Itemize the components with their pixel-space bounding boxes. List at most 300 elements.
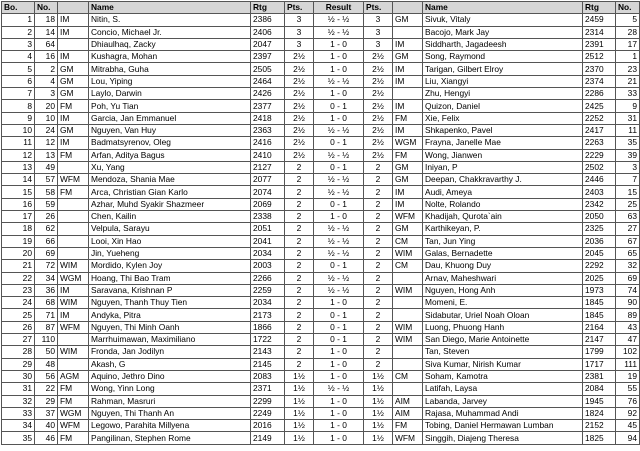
cell-black-name: Frayna, Janelle Mae <box>423 137 583 149</box>
cell-result: ½ - ½ <box>314 223 364 235</box>
cell-black-number: 33 <box>616 88 640 100</box>
cell-result: 1 - 0 <box>314 112 364 124</box>
cell-white-points: 2 <box>285 284 314 296</box>
cell-white-title: FM <box>58 395 89 407</box>
cell-white-title <box>58 358 89 370</box>
cell-black-number: 102 <box>616 346 640 358</box>
header-white-rating: Rtg <box>251 2 285 14</box>
cell-white-points: 2½ <box>285 100 314 112</box>
cell-board: 2 <box>2 26 35 38</box>
cell-black-title: WIM <box>393 247 423 259</box>
cell-white-name: Dhiaulhaq, Zacky <box>89 38 251 50</box>
cell-black-rating: 2391 <box>583 38 616 50</box>
cell-black-number: 45 <box>616 420 640 432</box>
cell-white-points: 2½ <box>285 51 314 63</box>
cell-black-points: 2 <box>364 346 393 358</box>
cell-board: 9 <box>2 112 35 124</box>
cell-black-rating: 2502 <box>583 161 616 173</box>
cell-black-points: 2½ <box>364 51 393 63</box>
cell-white-title: GM <box>58 124 89 136</box>
cell-white-name: Legowo, Parahita Millyena <box>89 420 251 432</box>
cell-black-title: FM <box>393 112 423 124</box>
table-row <box>2 63 640 75</box>
cell-black-name: Song, Raymond <box>423 51 583 63</box>
cell-result: ½ - ½ <box>314 26 364 38</box>
table-row <box>2 51 640 63</box>
cell-white-name: Saravana, Krishnan P <box>89 284 251 296</box>
cell-board: 1 <box>2 14 35 26</box>
cell-black-number: 15 <box>616 186 640 198</box>
cell-board: 12 <box>2 149 35 161</box>
header-black-name: Name <box>423 2 583 14</box>
cell-white-name: Nguyen, Thi Minh Oanh <box>89 321 251 333</box>
cell-black-points: 2½ <box>364 137 393 149</box>
cell-result: 1 - 0 <box>314 297 364 309</box>
cell-white-points: 2½ <box>285 75 314 87</box>
cell-black-rating: 1845 <box>583 297 616 309</box>
cell-result: ½ - ½ <box>314 272 364 284</box>
cell-white-name: Fronda, Jan Jodilyn <box>89 346 251 358</box>
cell-white-points: 1½ <box>285 407 314 419</box>
cell-black-number: 55 <box>616 383 640 395</box>
cell-black-points: 2 <box>364 260 393 272</box>
cell-black-name: Karthikeyan, P. <box>423 223 583 235</box>
cell-black-number: 69 <box>616 272 640 284</box>
cell-result: 1 - 0 <box>314 370 364 382</box>
cell-white-title: WIM <box>58 346 89 358</box>
cell-black-rating: 2252 <box>583 112 616 124</box>
cell-black-rating: 2263 <box>583 137 616 149</box>
cell-board: 24 <box>2 297 35 309</box>
header-white-points: Pts. <box>285 2 314 14</box>
cell-white-rating: 2016 <box>251 420 285 432</box>
cell-black-name: Sivuk, Vitaly <box>423 14 583 26</box>
cell-black-number: 11 <box>616 124 640 136</box>
cell-white-name: Velpula, Sarayu <box>89 223 251 235</box>
header-row <box>2 2 640 14</box>
cell-black-rating: 2084 <box>583 383 616 395</box>
cell-black-number: 35 <box>616 137 640 149</box>
table-row <box>2 420 640 432</box>
cell-board: 15 <box>2 186 35 198</box>
cell-white-points: 2 <box>285 235 314 247</box>
cell-result: ½ - ½ <box>314 284 364 296</box>
cell-white-rating: 2377 <box>251 100 285 112</box>
cell-white-name: Mendoza, Shania Mae <box>89 174 251 186</box>
cell-white-rating: 2416 <box>251 137 285 149</box>
cell-white-number: 29 <box>35 395 58 407</box>
cell-black-title: GM <box>393 174 423 186</box>
cell-black-number: 47 <box>616 334 640 346</box>
cell-white-number: 26 <box>35 211 58 223</box>
header-black-points: Pts. <box>364 2 393 14</box>
cell-black-name: Rajasa, Muhammad Andi <box>423 407 583 419</box>
cell-black-title: CM <box>393 370 423 382</box>
cell-white-name: Badmatsyrenov, Oleg <box>89 137 251 149</box>
cell-result: 1 - 0 <box>314 51 364 63</box>
cell-black-name: Quizon, Daniel <box>423 100 583 112</box>
cell-white-name: Nguyen, Thi Thanh An <box>89 407 251 419</box>
cell-white-title: FM <box>58 186 89 198</box>
cell-white-number: 34 <box>35 272 58 284</box>
cell-black-points: 2 <box>364 211 393 223</box>
cell-white-rating: 2397 <box>251 51 285 63</box>
cell-white-name: Arfan, Aditya Bagus <box>89 149 251 161</box>
cell-white-name: Poh, Yu Tian <box>89 100 251 112</box>
cell-white-title: FM <box>58 149 89 161</box>
cell-white-rating: 2047 <box>251 38 285 50</box>
cell-black-rating: 2164 <box>583 321 616 333</box>
cell-result: 0 - 1 <box>314 100 364 112</box>
table-row <box>2 334 640 346</box>
header-white-title <box>58 2 89 14</box>
cell-black-number: 65 <box>616 247 640 259</box>
cell-black-points: 3 <box>364 14 393 26</box>
cell-black-rating: 2459 <box>583 14 616 26</box>
cell-white-points: 2 <box>285 211 314 223</box>
cell-white-number: 71 <box>35 309 58 321</box>
cell-white-name: Nguyen, Thanh Thuy Tien <box>89 297 251 309</box>
cell-black-title: WIM <box>393 334 423 346</box>
cell-black-rating: 2286 <box>583 88 616 100</box>
cell-black-name: Sidabutar, Uriel Noah Oloan <box>423 309 583 321</box>
cell-board: 31 <box>2 383 35 395</box>
cell-black-number: 28 <box>616 26 640 38</box>
cell-result: ½ - ½ <box>314 149 364 161</box>
cell-white-points: 2 <box>285 198 314 210</box>
cell-white-rating: 2338 <box>251 211 285 223</box>
cell-black-number: 27 <box>616 223 640 235</box>
cell-black-points: 3 <box>364 26 393 38</box>
cell-white-name: Wong, Yinn Long <box>89 383 251 395</box>
table-row <box>2 370 640 382</box>
cell-result: 0 - 1 <box>314 198 364 210</box>
cell-black-number: 3 <box>616 161 640 173</box>
cell-black-title: GM <box>393 51 423 63</box>
cell-board: 20 <box>2 247 35 259</box>
cell-white-points: 2 <box>285 260 314 272</box>
cell-black-points: 2 <box>364 358 393 370</box>
cell-white-rating: 2249 <box>251 407 285 419</box>
cell-white-name: Jin, Yueheng <box>89 247 251 259</box>
cell-black-points: 2½ <box>364 75 393 87</box>
cell-result: 0 - 1 <box>314 321 364 333</box>
cell-board: 25 <box>2 309 35 321</box>
cell-black-number: 7 <box>616 174 640 186</box>
cell-white-rating: 2418 <box>251 112 285 124</box>
cell-white-number: 14 <box>35 26 58 38</box>
cell-black-rating: 2147 <box>583 334 616 346</box>
cell-black-name: San Diego, Marie Antoinette <box>423 334 583 346</box>
cell-white-title <box>58 161 89 173</box>
cell-white-name: Nitin, S. <box>89 14 251 26</box>
cell-white-number: 64 <box>35 38 58 50</box>
cell-black-name: Dau, Khuong Duy <box>423 260 583 272</box>
cell-result: 1 - 0 <box>314 211 364 223</box>
cell-white-number: 22 <box>35 383 58 395</box>
cell-black-rating: 2025 <box>583 272 616 284</box>
cell-white-name: Marrhuimawan, Maximiliano <box>89 334 251 346</box>
cell-black-number: 94 <box>616 432 640 444</box>
cell-white-rating: 2083 <box>251 370 285 382</box>
cell-white-rating: 2299 <box>251 395 285 407</box>
cell-white-number: 68 <box>35 297 58 309</box>
cell-result: 1 - 0 <box>314 395 364 407</box>
cell-black-title: IM <box>393 38 423 50</box>
cell-white-points: 2 <box>285 247 314 259</box>
header-white-number: No. <box>35 2 58 14</box>
table-row <box>2 395 640 407</box>
cell-result: ½ - ½ <box>314 247 364 259</box>
cell-white-rating: 2143 <box>251 346 285 358</box>
cell-board: 32 <box>2 395 35 407</box>
table-row <box>2 198 640 210</box>
table-row <box>2 432 640 444</box>
cell-board: 27 <box>2 334 35 346</box>
cell-white-points: 3 <box>285 14 314 26</box>
cell-white-rating: 2145 <box>251 358 285 370</box>
cell-black-rating: 1825 <box>583 432 616 444</box>
cell-black-name: Labanda, Jarvey <box>423 395 583 407</box>
cell-black-points: 2½ <box>364 100 393 112</box>
table-row <box>2 407 640 419</box>
cell-white-title: WFM <box>58 420 89 432</box>
cell-white-number: 18 <box>35 14 58 26</box>
cell-white-rating: 2149 <box>251 432 285 444</box>
cell-black-rating: 2342 <box>583 198 616 210</box>
cell-black-title <box>393 297 423 309</box>
cell-result: 1 - 0 <box>314 346 364 358</box>
cell-white-rating: 2173 <box>251 309 285 321</box>
cell-black-name: Audi, Ameya <box>423 186 583 198</box>
table-row <box>2 14 640 26</box>
cell-black-title: FM <box>393 420 423 432</box>
cell-black-title: GM <box>393 14 423 26</box>
cell-black-points: 2½ <box>364 149 393 161</box>
cell-board: 33 <box>2 407 35 419</box>
cell-white-number: 13 <box>35 149 58 161</box>
cell-white-name: Looi, Xin Hao <box>89 235 251 247</box>
cell-black-number: 89 <box>616 309 640 321</box>
cell-result: 1 - 0 <box>314 407 364 419</box>
table-row <box>2 309 640 321</box>
cell-white-title: WFM <box>58 174 89 186</box>
cell-white-title: GM <box>58 63 89 75</box>
cell-black-rating: 2417 <box>583 124 616 136</box>
cell-black-name: Bacojo, Mark Jay <box>423 26 583 38</box>
table-row <box>2 124 640 136</box>
cell-white-points: 2 <box>285 358 314 370</box>
cell-board: 23 <box>2 284 35 296</box>
cell-black-rating: 2403 <box>583 186 616 198</box>
cell-white-name: Aquino, Jethro Dino <box>89 370 251 382</box>
cell-white-points: 2 <box>285 161 314 173</box>
cell-black-title: CM <box>393 235 423 247</box>
cell-white-name: Rahman, Masruri <box>89 395 251 407</box>
cell-white-title: WGM <box>58 272 89 284</box>
cell-board: 35 <box>2 432 35 444</box>
cell-black-name: Arnav, Maheshwari <box>423 272 583 284</box>
cell-result: 1 - 0 <box>314 38 364 50</box>
cell-black-name: Siva Kumar, Nirish Kumar <box>423 358 583 370</box>
cell-result: ½ - ½ <box>314 14 364 26</box>
cell-black-points: 2½ <box>364 63 393 75</box>
cell-black-title <box>393 88 423 100</box>
table-row <box>2 297 640 309</box>
cell-white-number: 49 <box>35 161 58 173</box>
cell-black-name: Galas, Bernadette <box>423 247 583 259</box>
cell-white-rating: 2386 <box>251 14 285 26</box>
pairings-table <box>1 1 640 445</box>
cell-board: 22 <box>2 272 35 284</box>
cell-black-title: IM <box>393 198 423 210</box>
cell-black-points: 2 <box>364 198 393 210</box>
cell-black-title: IM <box>393 63 423 75</box>
cell-white-name: Mordido, Kylen Joy <box>89 260 251 272</box>
cell-board: 30 <box>2 370 35 382</box>
cell-white-name: Nguyen, Van Huy <box>89 124 251 136</box>
cell-white-rating: 1722 <box>251 334 285 346</box>
cell-white-number: 24 <box>35 124 58 136</box>
header-black-rating: Rtg <box>583 2 616 14</box>
cell-white-rating: 2266 <box>251 272 285 284</box>
cell-black-rating: 2425 <box>583 100 616 112</box>
cell-black-rating: 1973 <box>583 284 616 296</box>
cell-white-number: 36 <box>35 284 58 296</box>
cell-white-rating: 2041 <box>251 235 285 247</box>
cell-result: ½ - ½ <box>314 75 364 87</box>
cell-black-points: 2 <box>364 309 393 321</box>
cell-white-name: Hoang, Thi Bao Tram <box>89 272 251 284</box>
cell-black-points: 2 <box>364 186 393 198</box>
cell-result: 1 - 0 <box>314 432 364 444</box>
cell-board: 16 <box>2 198 35 210</box>
cell-white-number: 37 <box>35 407 58 419</box>
cell-black-points: 1½ <box>364 407 393 419</box>
cell-white-rating: 2464 <box>251 75 285 87</box>
cell-white-title: IM <box>58 112 89 124</box>
cell-result: 0 - 1 <box>314 137 364 149</box>
cell-black-title: WIM <box>393 321 423 333</box>
cell-black-number: 76 <box>616 395 640 407</box>
cell-white-rating: 2034 <box>251 297 285 309</box>
cell-black-points: 2 <box>364 334 393 346</box>
cell-white-title: IM <box>58 284 89 296</box>
cell-black-name: Tobing, Daniel Hermawan Lumban <box>423 420 583 432</box>
cell-white-name: Chen, Kailin <box>89 211 251 223</box>
cell-white-number: 58 <box>35 186 58 198</box>
cell-board: 28 <box>2 346 35 358</box>
cell-white-title: IM <box>58 26 89 38</box>
cell-white-points: 2 <box>285 186 314 198</box>
cell-black-rating: 2370 <box>583 63 616 75</box>
cell-result: 1 - 0 <box>314 358 364 370</box>
cell-black-number: 21 <box>616 75 640 87</box>
cell-white-title: GM <box>58 75 89 87</box>
cell-black-points: 2 <box>364 321 393 333</box>
cell-white-points: 2 <box>285 334 314 346</box>
table-row <box>2 260 640 272</box>
cell-board: 19 <box>2 235 35 247</box>
cell-white-title: FM <box>58 432 89 444</box>
cell-white-number: 59 <box>35 198 58 210</box>
cell-black-number: 1 <box>616 51 640 63</box>
cell-white-title: FM <box>58 383 89 395</box>
cell-white-points: 1½ <box>285 395 314 407</box>
cell-black-points: 2½ <box>364 88 393 100</box>
cell-white-title: AGM <box>58 370 89 382</box>
table-row <box>2 223 640 235</box>
cell-black-title: AIM <box>393 407 423 419</box>
cell-white-title <box>58 198 89 210</box>
cell-white-number: 40 <box>35 420 58 432</box>
cell-result: 0 - 1 <box>314 161 364 173</box>
cell-board: 21 <box>2 260 35 272</box>
table-row <box>2 211 640 223</box>
cell-black-number: 19 <box>616 370 640 382</box>
cell-black-points: 2 <box>364 235 393 247</box>
cell-black-title <box>393 26 423 38</box>
cell-white-name: Concio, Michael Jr. <box>89 26 251 38</box>
cell-black-points: 1½ <box>364 395 393 407</box>
table-row <box>2 272 640 284</box>
cell-black-name: Shkapenko, Pavel <box>423 124 583 136</box>
cell-black-name: Khadijah, Qurota`ain <box>423 211 583 223</box>
cell-white-points: 2 <box>285 272 314 284</box>
cell-white-number: 50 <box>35 346 58 358</box>
cell-white-number: 2 <box>35 63 58 75</box>
cell-white-rating: 2371 <box>251 383 285 395</box>
cell-board: 4 <box>2 51 35 63</box>
cell-black-rating: 2050 <box>583 211 616 223</box>
cell-black-name: Tan, Jun Ying <box>423 235 583 247</box>
cell-white-number: 69 <box>35 247 58 259</box>
cell-black-name: Soham, Kamotra <box>423 370 583 382</box>
cell-black-name: Latifah, Laysa <box>423 383 583 395</box>
cell-white-points: 2½ <box>285 112 314 124</box>
cell-white-points: 2 <box>285 346 314 358</box>
cell-black-title: WIM <box>393 284 423 296</box>
table-row <box>2 235 640 247</box>
cell-black-rating: 2292 <box>583 260 616 272</box>
cell-white-number: 20 <box>35 100 58 112</box>
cell-black-title <box>393 272 423 284</box>
cell-white-title <box>58 235 89 247</box>
cell-white-points: 2½ <box>285 88 314 100</box>
cell-black-points: 2 <box>364 284 393 296</box>
cell-black-number: 32 <box>616 260 640 272</box>
table-row <box>2 88 640 100</box>
header-black-number: No. <box>616 2 640 14</box>
cell-black-number: 31 <box>616 112 640 124</box>
cell-white-title <box>58 334 89 346</box>
cell-white-title: WIM <box>58 260 89 272</box>
cell-black-points: 3 <box>364 38 393 50</box>
table-row <box>2 346 640 358</box>
cell-white-points: 2 <box>285 174 314 186</box>
cell-black-rating: 2512 <box>583 51 616 63</box>
table-row <box>2 75 640 87</box>
cell-white-points: 2 <box>285 297 314 309</box>
cell-black-title: IM <box>393 100 423 112</box>
cell-black-rating: 2325 <box>583 223 616 235</box>
cell-black-name: Tan, Steven <box>423 346 583 358</box>
header-black-title <box>393 2 423 14</box>
cell-result: ½ - ½ <box>314 124 364 136</box>
header-board: Bo. <box>2 2 35 14</box>
cell-board: 11 <box>2 137 35 149</box>
cell-board: 14 <box>2 174 35 186</box>
